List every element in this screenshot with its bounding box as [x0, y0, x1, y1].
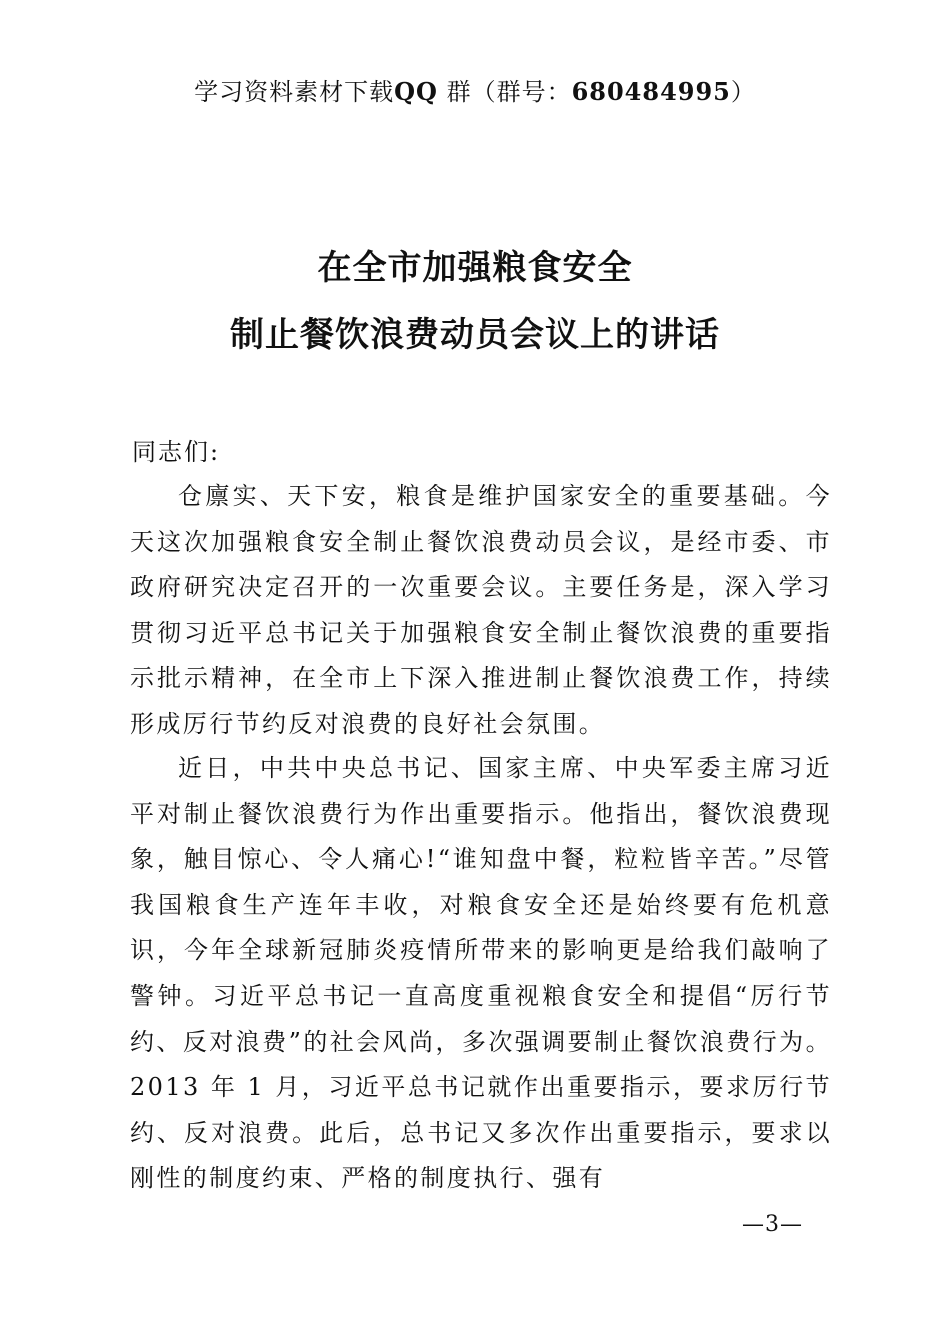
title-line-1: 在全市加强粮食安全	[317, 248, 633, 288]
header-mid: 群（群号：	[446, 78, 572, 106]
header-number: 680484995	[571, 77, 731, 106]
paragraph-2: 近日，中共中央总书记、国家主席、中央军委主席习近平对制止餐饮浪费行为作出重要指示。他指出，餐饮浪费现象，触目惊心、令人痛心!“谁知盘中餐，粒粒皆辛苦。”尽管我国粮食生产连年丰收，对粮食安全还是始终要有危机意识，今年全球新冠肺炎疫情所带来的影响更是给我们敲响了警钟。习近平总书记一直高度重视粮食安全和提倡“厉行节约、反对浪费”的社会风尚，多次强调要制止餐饮浪费行为。2013 年 1 月，习近平总书记就作出重要指示，要求厉行节约、反对浪费。此后，总书记又多次作出重要指示，要求以刚性的制度约束、严格的制度执行、强有	[130, 754, 832, 1193]
header-qq: QQ	[394, 77, 438, 106]
header-note	[0, 72, 950, 107]
paragraph-1: 仓廪实、天下安，粮食是维护国家安全的重要基础。今天这次加强粮食安全制止餐饮浪费动员会议，是经市委、市政府研究决定召开的一次重要会议。主要任务是，深入学习贯彻习近平总书记关于加强粮食安全制止餐饮浪费的重要指示批示精神，在全市上下深入推进制止餐饮浪费工作，持续形成厉行节约反对浪费的良好社会氛围。	[130, 482, 832, 738]
salutation: 同志们:	[132, 438, 221, 466]
page-number: —3—	[742, 1212, 803, 1237]
header-prefix: 学习资料素材下载	[194, 78, 395, 106]
header-suffix: ）	[730, 78, 756, 106]
title-line-2: 制止餐饮浪费动员会议上的讲话	[230, 315, 720, 355]
